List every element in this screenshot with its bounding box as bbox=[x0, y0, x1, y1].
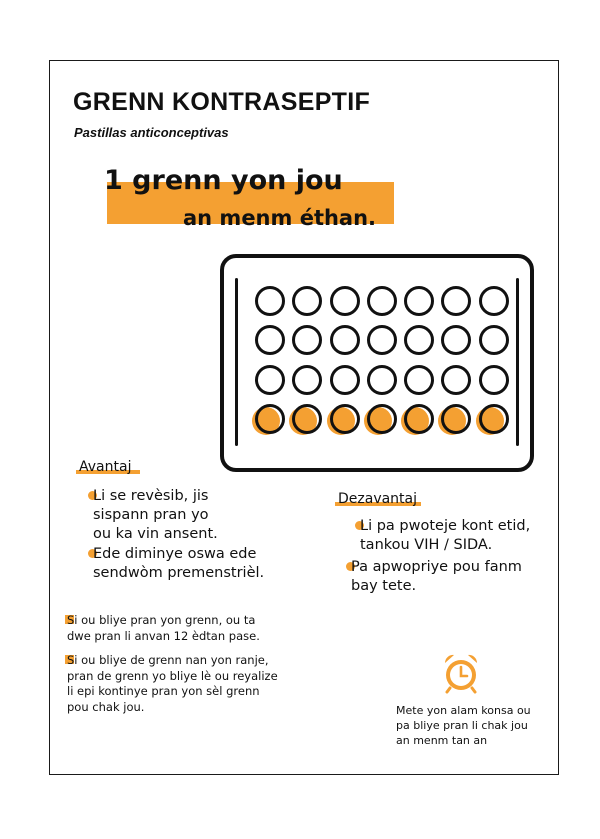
pill bbox=[404, 286, 434, 316]
pill bbox=[404, 325, 434, 355]
pill-outline bbox=[292, 404, 322, 434]
pill bbox=[292, 286, 322, 316]
pill-outline bbox=[404, 365, 434, 395]
pill-outline bbox=[404, 325, 434, 355]
pill-outline bbox=[255, 404, 285, 434]
placebo-pill bbox=[404, 404, 434, 434]
pill bbox=[367, 325, 397, 355]
pill-outline bbox=[330, 365, 360, 395]
pill bbox=[330, 365, 360, 395]
pill bbox=[479, 365, 509, 395]
alarm-reminder-text: Mete yon alam konsa ou pa bliye pran li chak jou an menm tan an bbox=[396, 704, 531, 747]
pill bbox=[255, 286, 285, 316]
page-subtitle: Pastillas anticonceptivas bbox=[74, 125, 229, 140]
pill bbox=[479, 286, 509, 316]
pill bbox=[330, 325, 360, 355]
pill-outline bbox=[479, 325, 509, 355]
disadvantages-heading: Dezavantaj bbox=[338, 491, 417, 507]
pill bbox=[441, 286, 471, 316]
pill-outline bbox=[255, 325, 285, 355]
pill bbox=[255, 325, 285, 355]
pill-outline bbox=[330, 286, 360, 316]
headline-line-2: an menm éthan. bbox=[183, 206, 377, 230]
disadvantage-item: Pa apwopriye pou fanm bay tete. bbox=[351, 558, 541, 596]
alarm-clock-icon bbox=[441, 652, 481, 694]
pill-outline bbox=[292, 325, 322, 355]
pill-pack-illustration bbox=[220, 254, 534, 472]
placebo-pill bbox=[479, 404, 509, 434]
pill-outline bbox=[367, 325, 397, 355]
pill-outline bbox=[367, 286, 397, 316]
pill bbox=[255, 365, 285, 395]
advantages-heading: Avantaj bbox=[79, 459, 131, 475]
pill bbox=[292, 325, 322, 355]
pill-outline bbox=[404, 404, 434, 434]
pill-grid bbox=[255, 286, 509, 434]
pill-outline bbox=[479, 404, 509, 434]
pill-outline bbox=[441, 404, 471, 434]
advantage-item: Ede diminye oswa ede sendwòm premenstrièl. bbox=[93, 545, 313, 583]
pill-outline bbox=[479, 286, 509, 316]
pill-outline bbox=[441, 365, 471, 395]
pill-outline bbox=[404, 286, 434, 316]
pill-outline bbox=[330, 404, 360, 434]
pill-outline bbox=[292, 286, 322, 316]
page-title: GRENN KONTRASEPTIF bbox=[73, 88, 371, 116]
placebo-pill bbox=[367, 404, 397, 434]
headline-line-1: 1 grenn yon jou bbox=[104, 165, 343, 196]
pill-outline bbox=[292, 365, 322, 395]
pill-outline bbox=[441, 325, 471, 355]
pill bbox=[330, 286, 360, 316]
placebo-pill bbox=[292, 404, 322, 434]
pill bbox=[404, 365, 434, 395]
placebo-pill bbox=[330, 404, 360, 434]
pill-outline bbox=[330, 325, 360, 355]
disadvantage-item: Li pa pwoteje kont etid, tankou VIH / SIDA. bbox=[360, 517, 550, 555]
pill-pack-right-rail bbox=[516, 278, 519, 446]
missed-two-pills-note: Si ou bliye de grenn nan yon ranje, pran de grenn yo bliye lè ou reyalize li epi kontinye pran yon sèl grenn pou chak jou. bbox=[67, 653, 278, 714]
pill-outline bbox=[479, 365, 509, 395]
advantage-item: Li se revèsib, jis sispann pran yo ou ka vin ansent. bbox=[93, 487, 293, 544]
pill-outline bbox=[255, 365, 285, 395]
pill bbox=[441, 325, 471, 355]
pill-outline bbox=[255, 286, 285, 316]
pill-pack-left-rail bbox=[235, 278, 238, 446]
pill bbox=[292, 365, 322, 395]
pill-outline bbox=[367, 404, 397, 434]
pill-outline bbox=[441, 286, 471, 316]
placebo-pill bbox=[441, 404, 471, 434]
placebo-pill bbox=[255, 404, 285, 434]
pill bbox=[479, 325, 509, 355]
pill bbox=[441, 365, 471, 395]
pill bbox=[367, 286, 397, 316]
pill-outline bbox=[367, 365, 397, 395]
missed-pill-note: Si ou bliye pran yon grenn, ou ta dwe pran li anvan 12 èdtan pase. bbox=[67, 613, 260, 643]
pill bbox=[367, 365, 397, 395]
